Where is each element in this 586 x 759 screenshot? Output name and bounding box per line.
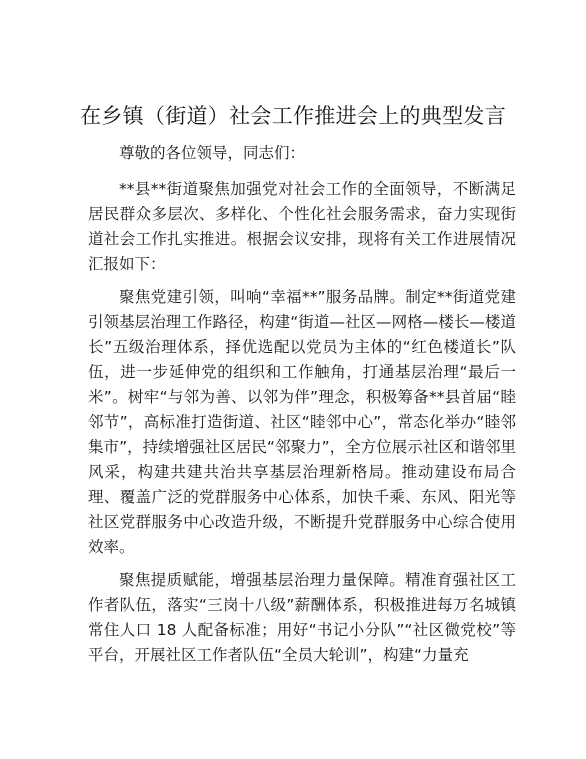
document-title: 在乡镇（街道）社会工作推进会上的典型发言: [80, 104, 506, 128]
document-body: [88, 141, 516, 676]
paragraph-intro: **县**街道聚焦加强党对社会工作的全面领导，不断满足居民群众多层次、多样化、个性化社会服务需求，奋力实现街道社会工作扎实推进。根据会议安排，现将有关工作进展情况汇报如下：: [88, 180, 516, 273]
paragraph-party-building: 聚焦党建引领，叫响“幸福**”服务品牌。制定**街道党建引领基层治理工作路径，构建“街道—社区—网格—楼长—楼道长”五级治理体系，择优选配以党员为主体的“红色楼道长”队伍，进一步延伸党的组织和工作触角，打通基层治理“最后一米”。树牢“与邻为善、以邻为伴”理念，积极筹备**县首届“睦邻节”，高标准打造街道、社区“睦邻中心”，常态化举办“睦邻集市”，持续增强社区居民“邻聚力”，全方位展示社区和谐邻里风采，构建共建共治共享基层治理新格局。推动建设布局合理、覆盖广泛的党群服务中心体系，加快千乘、东风、阳光等社区党群服务中心改造升级，不断提升党群服务中心综合使用效率。: [88, 288, 516, 556]
salutation: 尊敬的各位领导，同志们：: [119, 144, 306, 162]
paragraph-empowerment: 聚焦提质赋能，增强基层治理力量保障。精准育强社区工作者队伍，落实“三岗十八级”薪酬体系，积极推进每万名城镇常住人口 18 人配备标准；用好“书记小分队”“社区微党校”等平台，开展社区工作者队伍“全员大轮训”，构建“力量充: [88, 571, 516, 664]
